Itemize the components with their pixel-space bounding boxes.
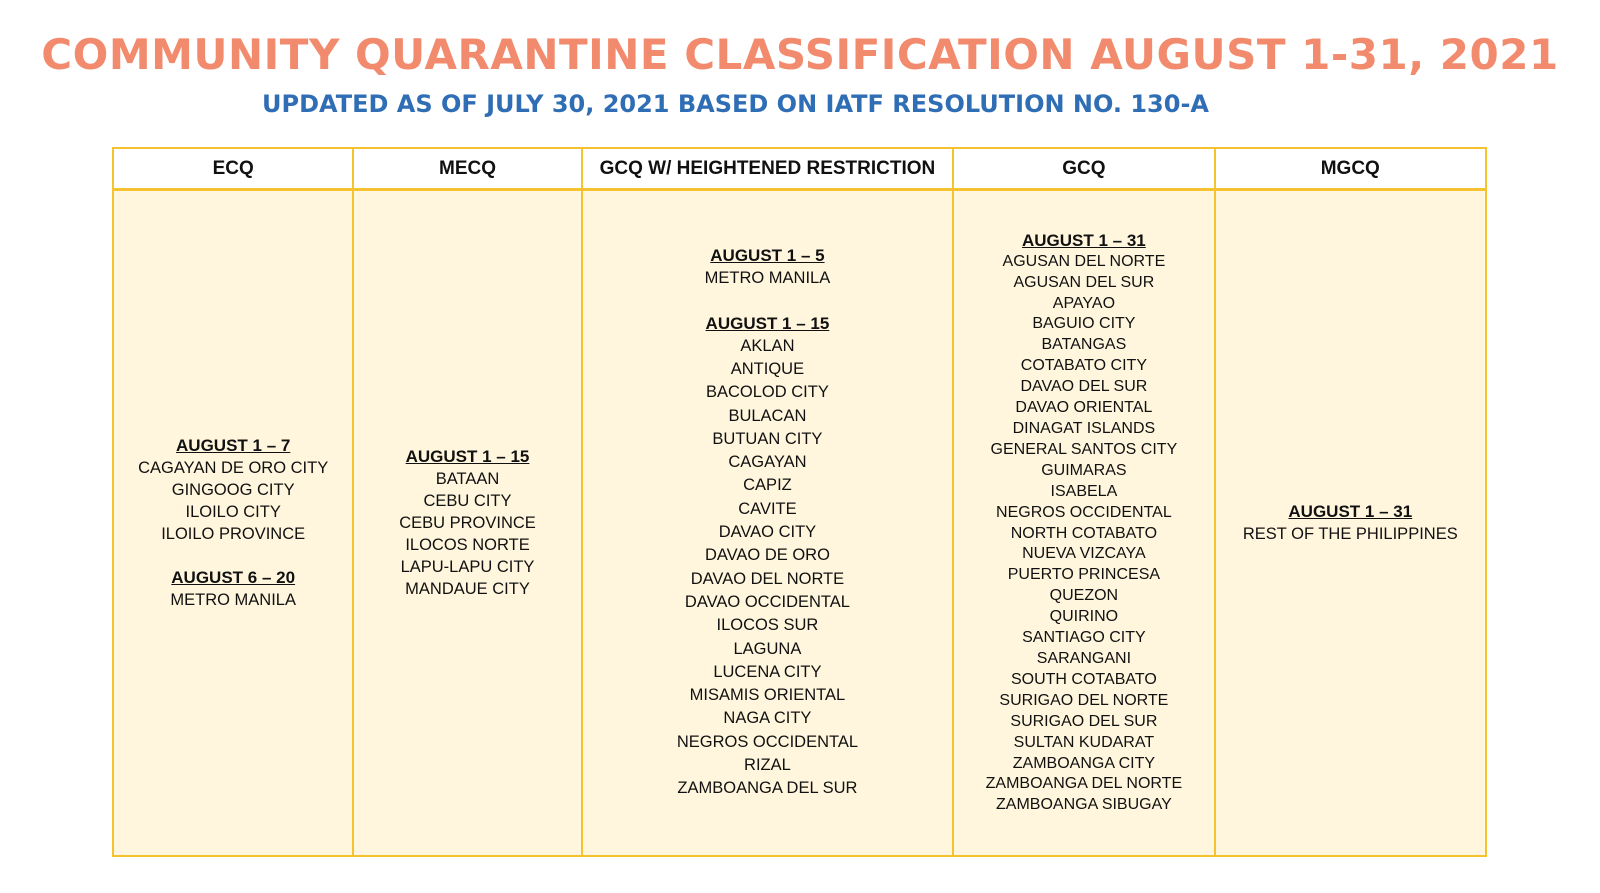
place-item: CAPIZ: [743, 476, 792, 495]
place-item: ISABELA: [1050, 482, 1118, 500]
period-heading: AUGUST 1 – 31: [1022, 230, 1146, 250]
place-item: BULACAN: [728, 406, 807, 425]
place-item: SANTIAGO CITY: [1022, 629, 1146, 647]
cell-ecq: [113, 190, 353, 857]
table-header-row: [113, 148, 1486, 190]
place-item: BAGUIO CITY: [1032, 315, 1136, 333]
place-item: NUEVA VIZCAYA: [1022, 545, 1146, 563]
place-item: GINGOOG CITY: [171, 481, 295, 499]
table-body-row: [113, 190, 1486, 857]
place-item: ZAMBOANGA SIBUGAY: [996, 796, 1172, 814]
place-item: CAGAYAN DE ORO CITY: [138, 459, 329, 477]
place-item: DINAGAT ISLANDS: [1012, 420, 1156, 438]
place-item: BATANGAS: [1041, 336, 1127, 354]
place-item: LAGUNA: [733, 639, 802, 658]
place-item: DAVAO DEL SUR: [1020, 378, 1148, 396]
header-gcq: GCQ: [953, 148, 1214, 190]
place-item: BUTUAN CITY: [712, 429, 823, 448]
cell-gcq-heightened: [582, 190, 954, 857]
place-item: NORTH COTABATO: [1010, 524, 1158, 542]
period-group: [583, 313, 953, 801]
place-item: GENERAL SANTOS CITY: [990, 440, 1178, 458]
place-item: AKLAN: [740, 336, 795, 355]
period-group: [114, 567, 352, 611]
period-heading: AUGUST 1 – 15: [705, 313, 830, 333]
place-item: SURIGAO DEL SUR: [1010, 712, 1158, 730]
period-group: [114, 435, 352, 545]
period-group: [954, 230, 1213, 816]
header-gcq-heightened: GCQ W/ HEIGHTENED RESTRICTION: [582, 148, 954, 190]
place-item: METRO MANILA: [704, 269, 831, 288]
place-item: NEGROS OCCIDENTAL: [676, 732, 859, 751]
place-item: ILOCOS NORTE: [405, 536, 530, 554]
place-item: LUCENA CITY: [713, 662, 822, 681]
header-mecq: MECQ: [353, 148, 581, 190]
place-item: ILOILO PROVINCE: [161, 525, 306, 543]
period-heading: AUGUST 6 – 20: [171, 568, 296, 587]
place-item: REST OF THE PHILIPPINES: [1242, 525, 1458, 543]
place-item: LAPU-LAPU CITY: [400, 558, 535, 576]
place-item: MISAMIS ORIENTAL: [689, 686, 846, 705]
place-item: DAVAO OCCIDENTAL: [684, 592, 850, 611]
place-item: CAGAYAN: [728, 453, 807, 472]
place-item: CEBU CITY: [423, 492, 512, 510]
place-item: COTABATO CITY: [1020, 357, 1147, 375]
period-heading: AUGUST 1 – 7: [176, 436, 291, 455]
place-item: SULTAN KUDARAT: [1013, 733, 1155, 751]
period-group: [583, 245, 953, 290]
place-item: NAGA CITY: [723, 709, 812, 728]
place-item: ZAMBOANGA DEL NORTE: [985, 775, 1183, 793]
place-item: CEBU PROVINCE: [399, 514, 536, 532]
place-item: SOUTH COTABATO: [1010, 670, 1157, 688]
place-item: MANDAUE CITY: [405, 580, 530, 598]
place-item: BACOLOD CITY: [706, 383, 829, 402]
quarantine-classification-table: [112, 147, 1487, 857]
place-item: NEGROS OCCIDENTAL: [996, 503, 1172, 521]
period-heading: AUGUST 1 – 5: [710, 246, 825, 266]
place-item: RIZAL: [744, 756, 791, 775]
place-item: ILOILO CITY: [185, 503, 281, 521]
place-item: AGUSAN DEL SUR: [1013, 273, 1155, 291]
place-item: CAVITE: [738, 499, 797, 518]
place-item: APAYAO: [1052, 294, 1116, 312]
header-mgcq: MGCQ: [1215, 148, 1486, 190]
place-item: DAVAO DE ORO: [704, 546, 830, 565]
place-item: METRO MANILA: [170, 591, 296, 609]
header-ecq: ECQ: [113, 148, 353, 190]
place-item: QUEZON: [1049, 587, 1119, 605]
place-item: ANTIQUE: [730, 359, 805, 378]
page-subtitle: UPDATED AS OF JULY 30, 2021 BASED ON IATF RESOLUTION NO. 130-A: [262, 90, 1209, 118]
place-item: BATAAN: [435, 470, 500, 488]
cell-gcq: [953, 190, 1214, 857]
place-item: ZAMBOANGA CITY: [1012, 754, 1156, 772]
place-item: DAVAO CITY: [718, 523, 817, 542]
period-group: [1216, 501, 1485, 545]
period-group: [354, 446, 580, 600]
place-item: DAVAO ORIENTAL: [1015, 399, 1153, 417]
period-heading: AUGUST 1 – 31: [1288, 502, 1413, 521]
place-item: PUERTO PRINCESA: [1007, 566, 1161, 584]
place-item: SARANGANI: [1036, 649, 1132, 667]
period-heading: AUGUST 1 – 15: [405, 447, 530, 466]
place-item: SURIGAO DEL NORTE: [999, 691, 1169, 709]
place-item: AGUSAN DEL NORTE: [1002, 252, 1166, 270]
place-item: ILOCOS SUR: [716, 616, 819, 635]
page-title: COMMUNITY QUARANTINE CLASSIFICATION AUGUST 1-31, 2021: [41, 30, 1559, 79]
place-item: ZAMBOANGA DEL SUR: [677, 779, 858, 798]
place-item: GUIMARAS: [1041, 461, 1127, 479]
place-item: QUIRINO: [1049, 608, 1119, 626]
cell-mgcq: [1215, 190, 1486, 857]
cell-mecq: [353, 190, 581, 857]
place-item: DAVAO DEL NORTE: [690, 569, 845, 588]
